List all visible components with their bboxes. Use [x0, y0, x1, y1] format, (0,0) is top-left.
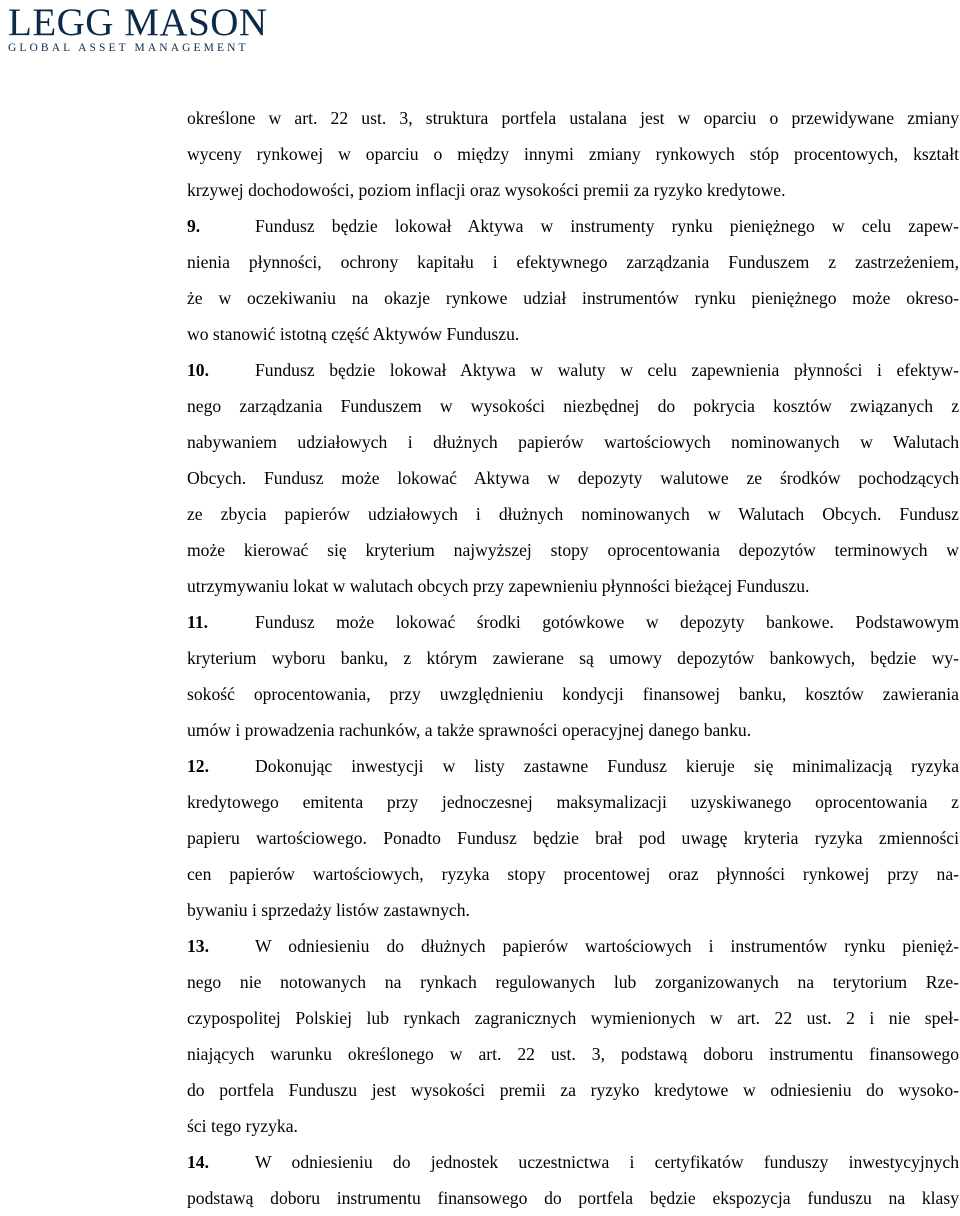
logo-name: LEGG MASON [8, 1, 268, 44]
paragraph-number: 14. [187, 1152, 209, 1172]
text-line [187, 316, 959, 352]
line-text: Fundusz będzie lokował Aktywa w instrumenty rynku pieniężnego w celu zapew- [255, 216, 959, 236]
line-text: wo stanowić istotną część Aktywów Funduszu. [187, 324, 520, 344]
text-line [187, 640, 959, 676]
paragraph-number: 11. [187, 612, 209, 632]
line-text: może kierować się kryterium najwyższej stopy oprocentowania depozytów terminowych w [187, 540, 959, 560]
line-text: Fundusz może lokować środki gotówkowe w depozyty bankowe. Podstawowym [255, 612, 959, 632]
text-line [187, 604, 959, 640]
line-text: podstawą doboru instrumentu finansowego do portfela będzie ekspozycja funduszu na klasy [187, 1188, 959, 1208]
text-line [187, 136, 959, 172]
line-text: umów i prowadzenia rachunków, a także sprawności operacyjnej danego banku. [187, 720, 752, 740]
legg-mason-logo [8, 2, 268, 54]
line-text: do portfela Funduszu jest wysokości premii za ryzyko kredytowe w odniesieniu do wysoko- [187, 1080, 959, 1100]
text-line [187, 388, 959, 424]
line-text: nabywaniem udziałowych i dłużnych papierów wartościowych nominowanych w Walutach [187, 432, 959, 452]
line-text: ze zbycia papierów udziałowych i dłużnych nominowanych w Walutach Obcych. Fundusz [187, 504, 959, 524]
text-line [187, 748, 959, 784]
line-text: niających warunku określonego w art. 22 ust. 3, podstawą doboru instrumentu finansowego [187, 1044, 959, 1064]
paragraph-number: 9. [187, 216, 201, 236]
text-line [187, 460, 959, 496]
line-text: papieru wartościowego. Ponadto Fundusz będzie brał pod uwagę kryteria ryzyka zmienności [187, 828, 959, 848]
line-text: sokość oprocentowania, przy uwzględnieniu kondycji finansowej banku, kosztów zawierania [187, 684, 959, 704]
text-line [187, 532, 959, 568]
text-line [187, 964, 959, 1000]
text-line [187, 820, 959, 856]
paragraph-number: 13. [187, 936, 209, 956]
line-text: Fundusz będzie lokował Aktywa w waluty w celu zapewnienia płynności i efektyw- [255, 360, 959, 380]
line-text: W odniesieniu do dłużnych papierów wartościowych i instrumentów rynku pienięż- [255, 936, 959, 956]
text-line [187, 496, 959, 532]
line-text: utrzymywaniu lokat w walutach obcych przy zapewnieniu płynności bieżącej Funduszu. [187, 576, 810, 596]
text-line [187, 784, 959, 820]
text-line [187, 1144, 959, 1180]
paragraph-number: 12. [187, 756, 209, 776]
text-line [187, 712, 959, 748]
text-line [187, 892, 959, 928]
line-text: Obcych. Fundusz może lokować Aktywa w depozyty walutowe ze środków pochodzących [187, 468, 959, 488]
text-line [187, 172, 959, 208]
text-line [187, 1036, 959, 1072]
paragraph-number: 10. [187, 360, 209, 380]
text-line [187, 676, 959, 712]
line-text: określone w art. 22 ust. 3, struktura portfela ustalana jest w oparciu o przewidywane zmiany [187, 108, 959, 128]
text-line [187, 856, 959, 892]
line-text: wyceny rynkowej w oparciu o między innymi zmiany rynkowych stóp procentowych, kształt [187, 144, 959, 164]
text-line [187, 1108, 959, 1144]
line-text: kryterium wyboru banku, z którym zawierane są umowy depozytów bankowych, będzie wy- [187, 648, 959, 668]
line-text: ści tego ryzyka. [187, 1116, 298, 1136]
line-text: nego zarządzania Funduszem w wysokości niezbędnej do pokrycia kosztów związanych z [187, 396, 959, 416]
line-text: W odniesieniu do jednostek uczestnictwa i certyfikatów funduszy inwestycyjnych [255, 1152, 959, 1172]
text-line [187, 352, 959, 388]
text-line [187, 208, 959, 244]
text-line [187, 1072, 959, 1108]
text-line [187, 100, 959, 136]
line-text: kredytowego emitenta przy jednoczesnej maksymalizacji uzyskiwanego oprocentowania z [187, 792, 959, 812]
line-text: krzywej dochodowości, poziom inflacji oraz wysokości premii za ryzyko kredytowe. [187, 180, 786, 200]
text-line [187, 928, 959, 964]
line-text: nego nie notowanych na rynkach regulowanych lub zorganizowanych na terytorium Rze- [187, 972, 959, 992]
text-line [187, 1000, 959, 1036]
line-text: że w oczekiwaniu na okazje rynkowe udział instrumentów rynku pieniężnego może okreso- [187, 288, 959, 308]
line-text: nienia płynności, ochrony kapitału i efektywnego zarządzania Funduszem z zastrzeżeniem, [187, 252, 959, 272]
text-line [187, 244, 959, 280]
text-line [187, 568, 959, 604]
logo-tagline: GLOBAL ASSET MANAGEMENT [8, 42, 249, 54]
text-line [187, 280, 959, 316]
line-text: Dokonując inwestycji w listy zastawne Fundusz kieruje się minimalizacją ryzyka [255, 756, 959, 776]
document-body [187, 100, 959, 1216]
line-text: cen papierów wartościowych, ryzyka stopy procentowej oraz płynności rynkowej przy na- [187, 864, 959, 884]
line-text: bywaniu i sprzedaży listów zastawnych. [187, 900, 470, 920]
text-line [187, 1180, 959, 1216]
text-line [187, 424, 959, 460]
line-text: czypospolitej Polskiej lub rynkach zagranicznych wymienionych w art. 22 ust. 2 i nie speł- [187, 1008, 959, 1028]
